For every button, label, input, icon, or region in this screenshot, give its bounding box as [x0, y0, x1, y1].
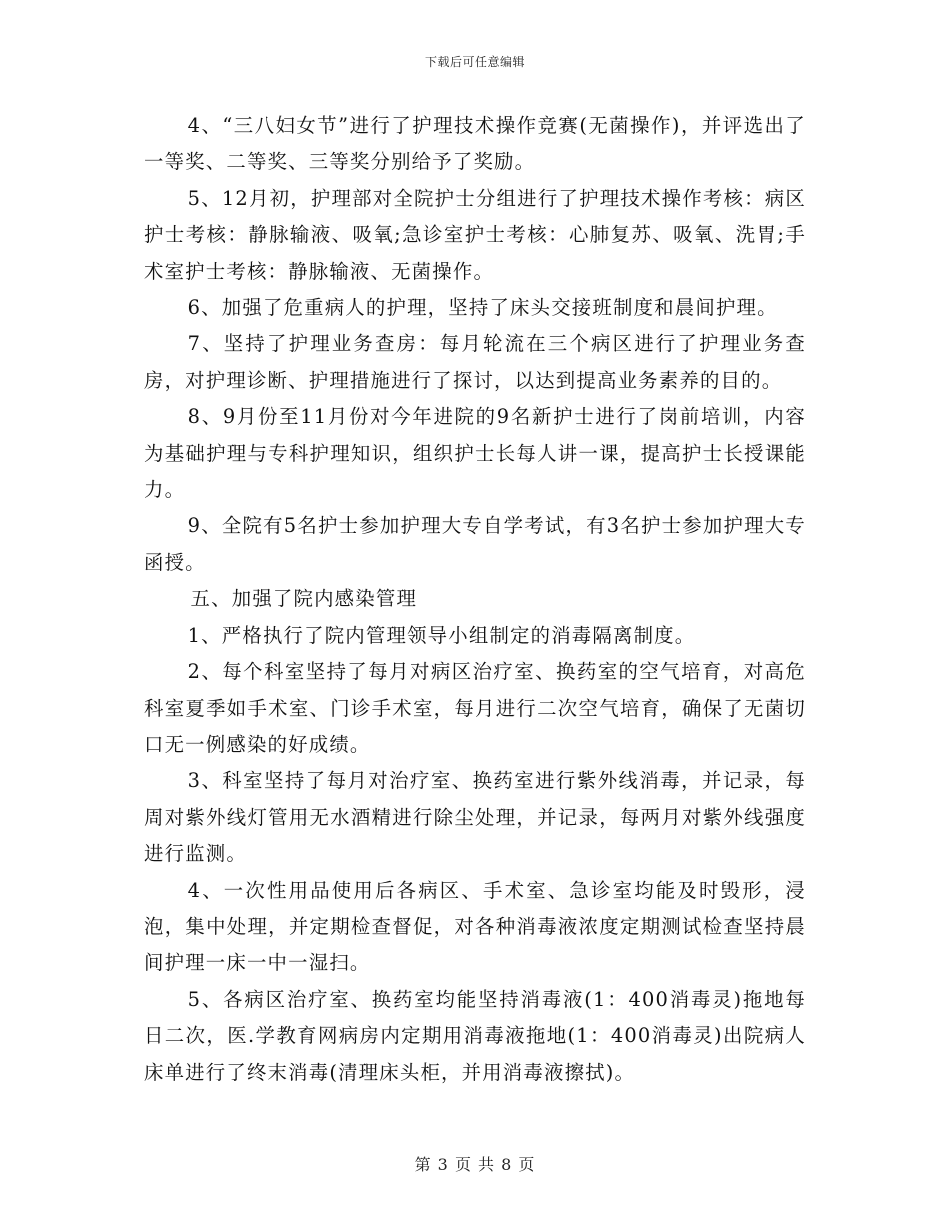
paragraph-item-9-self-study-exam: 9、全院有5名护士参加护理大专自学考试，有3名护士参加护理大专函授。 [144, 514, 806, 574]
section-heading-infection-control: 五、加强了院内感染管理 [190, 587, 418, 611]
page-number-footer: 第 3 页 共 8 页 [414, 1155, 536, 1174]
paragraph-item-8-new-nurse-training: 8、9月份至11月份对今年进院的9名新护士进行了岗前培训，内容为基础护理与专科护理知识，组织护士长每人讲一课，提高护士长授课能力。 [144, 405, 806, 502]
header-note: 下载后可任意编辑 [424, 55, 525, 69]
paragraph-item-7-ward-rounds: 7、坚持了护理业务查房：每月轮流在三个病区进行了护理业务查房，对护理诊断、护理措施进行了探讨，以达到提高业务素养的目的。 [144, 332, 806, 392]
paragraph-item-1-disinfection-rules: 1、严格执行了院内管理领导小组制定的消毒隔离制度。 [187, 623, 696, 647]
document-body [144, 108, 806, 1091]
paragraph-item-3-uv-disinfection: 3、科室坚持了每月对治疗室、换药室进行紫外线消毒，并记录，每周对紫外线灯管用无水酒精进行除尘处理，并记录，每两月对紫外线强度进行监测。 [144, 769, 806, 866]
paragraph-item-6-critical-care: 6、加强了危重病人的护理，坚持了床头交接班制度和晨间护理。 [187, 296, 778, 320]
paragraph-item-4-womens-day: 4、“三八妇女节”进行了护理技术操作竞赛(无菌操作)，并评选出了一等奖、二等奖、三等奖分别给予了奖励。 [144, 114, 806, 174]
paragraph-item-5-floor-disinfection: 5、各病区治疗室、换药室均能坚持消毒液(1：400消毒灵)拖地每日二次，医.学教育网病房内定期用消毒液拖地(1：400消毒灵)出院病人床单进行了终末消毒(清理床头柜，并用消毒液擦拭)。 [144, 987, 806, 1084]
paragraph-item-5-skills-assessment: 5、12月初，护理部对全院护士分组进行了护理技术操作考核：病区护士考核：静脉输液、吸氧;急诊室护士考核：心肺复苏、吸氧、洗胃;手术室护士考核：静脉输液、无菌操作。 [144, 186, 806, 283]
paragraph-item-4-disposables: 4、一次性用品使用后各病区、手术室、急诊室均能及时毁形，浸泡，集中处理，并定期检查督促，对各种消毒液浓度定期测试检查坚持晨间护理一床一中一湿扫。 [144, 878, 806, 975]
paragraph-item-2-air-culture: 2、每个科室坚持了每月对病区治疗室、换药室的空气培育，对高危科室夏季如手术室、门诊手术室，每月进行二次空气培育，确保了无菌切口无一例感染的好成绩。 [144, 660, 806, 756]
